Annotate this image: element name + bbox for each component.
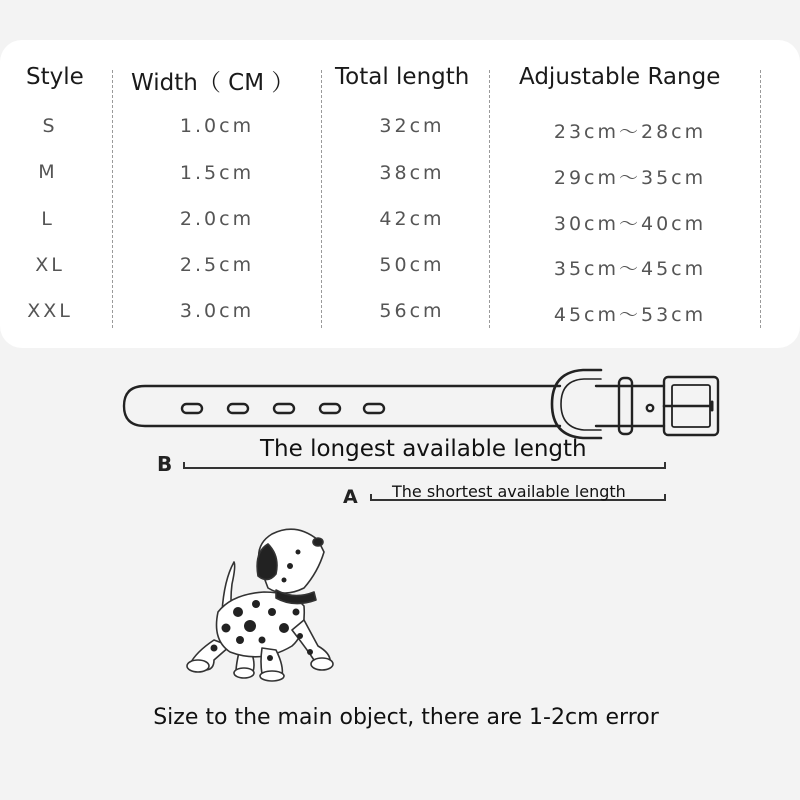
cell-range: 35cm～45cm	[553, 258, 707, 280]
cell-range: 29cm～35cm	[553, 167, 707, 189]
cell-style: XXL	[27, 300, 73, 322]
header-width: Width（ CM ）	[131, 70, 295, 96]
label-a: A	[343, 486, 358, 508]
cell-width: 3.0cm	[179, 300, 255, 322]
header-style: Style	[26, 64, 84, 90]
size-error-note: Size to the main object, there are 1-2cm error	[153, 705, 659, 730]
cell-style: M	[38, 161, 58, 183]
header-total-length: Total length	[335, 64, 470, 90]
cell-total-length: 42cm	[379, 208, 445, 230]
shortest-length-label: The shortest available length	[392, 482, 626, 501]
cell-width: 2.0cm	[179, 208, 255, 230]
cell-total-length: 50cm	[379, 254, 445, 276]
cell-total-length: 32cm	[379, 115, 445, 137]
cell-total-length: 56cm	[379, 300, 445, 322]
header-adjustable-range: Adjustable Range	[519, 64, 721, 90]
longest-length-label: The longest available length	[260, 436, 587, 462]
cell-range: 45cm～53cm	[553, 304, 707, 326]
cell-range: 30cm～40cm	[553, 213, 707, 235]
dog-illustration	[187, 529, 333, 681]
label-b: B	[157, 452, 173, 476]
cell-range: 23cm～28cm	[553, 121, 707, 143]
cell-total-length: 38cm	[379, 162, 445, 184]
cell-style: XL	[35, 254, 65, 276]
cell-style: L	[41, 208, 55, 230]
cell-width: 2.5cm	[179, 254, 255, 276]
collar-icon	[124, 370, 718, 438]
cell-width: 1.0cm	[179, 115, 255, 137]
longest-length-bracket	[184, 462, 665, 468]
cell-style: S	[42, 115, 58, 137]
cell-width: 1.5cm	[179, 162, 255, 184]
